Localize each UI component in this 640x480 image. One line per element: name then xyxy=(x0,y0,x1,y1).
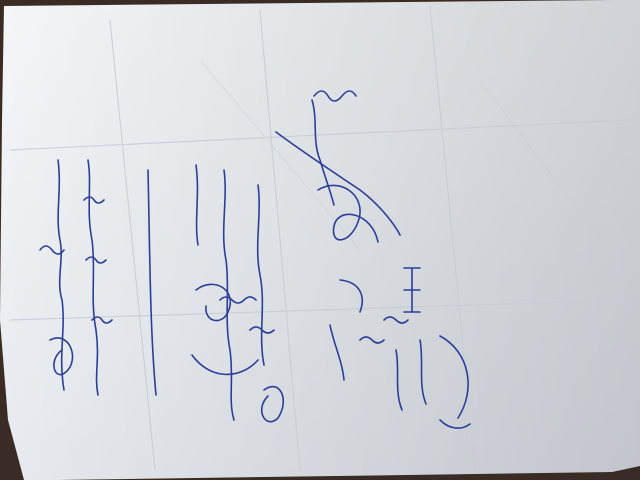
script-line-11 xyxy=(40,202,52,213)
script-line-9 xyxy=(40,172,60,183)
script-line-12 xyxy=(40,217,79,228)
script-line-2 xyxy=(40,67,57,78)
script-line-5 xyxy=(40,112,70,123)
script-line-3 xyxy=(40,82,60,93)
script-line-7 xyxy=(40,142,79,153)
script-line-1 xyxy=(40,52,68,63)
script-line-8 xyxy=(40,157,65,168)
script-line-6 xyxy=(40,127,60,138)
script-line-4 xyxy=(40,97,67,108)
script-line-10 xyxy=(40,187,52,198)
